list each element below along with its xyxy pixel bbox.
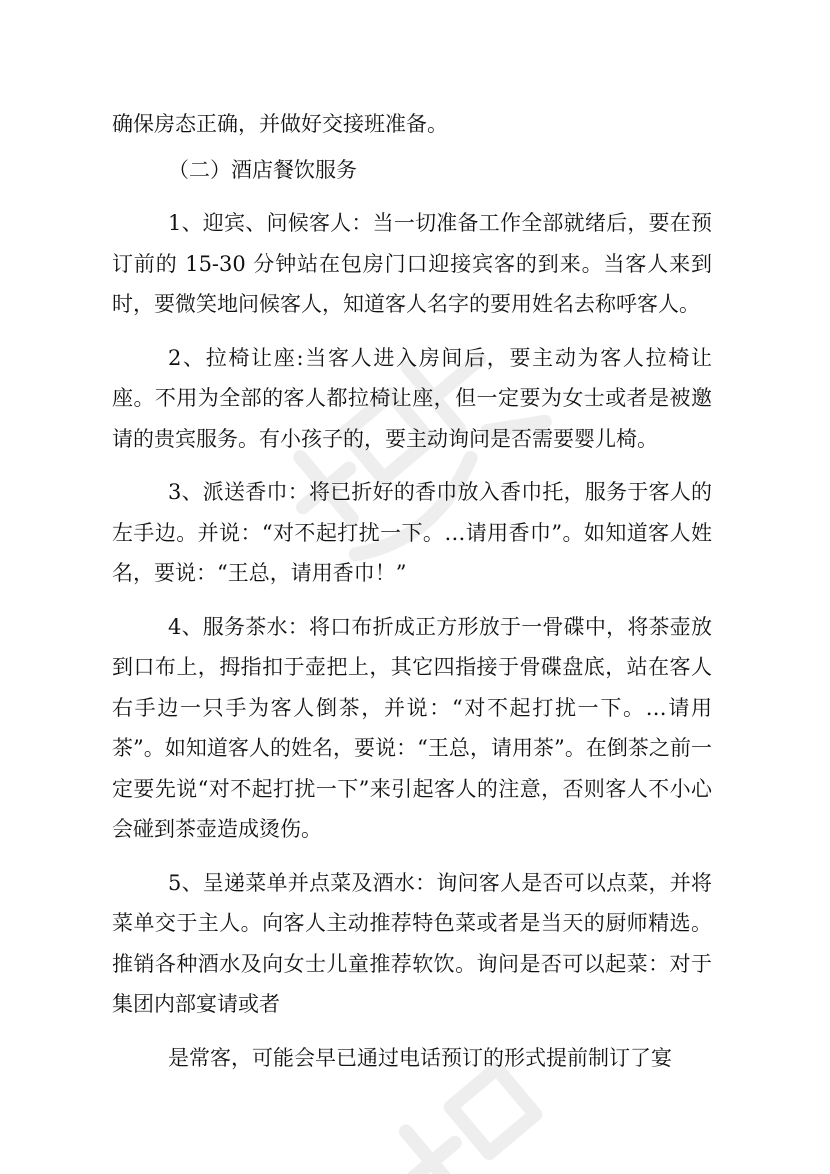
paragraph-greeting: 1、迎宾、问候客人：当一切准备工作全部就绪后，要在预订前的 15-30 分钟站在包房门口迎接宾客的到来。当客人来到时，要微笑地问候客人，知道客人名字的要用姓名去称呼客人。: [112, 211, 712, 316]
paragraph-tea: 4、服务茶水：将口布折成正方形放于一骨碟中，将茶壶放到口布上，拇指扣于壶把上，其它四指接于骨碟盘底，站在客人右手边一只手为客人倒茶，并说：“对不起打扰一下。…请用茶”。如知道客人的姓名，要说：“王总，请用茶”。在倒茶之前一定要先说“对不起打扰一下”来引起客人的注意，否则客人不小心会碰到茶壶造成烫伤。: [112, 614, 712, 841]
paragraph-menu: 5、呈递菜单并点菜及酒水：询问客人是否可以点菜，并将菜单交于主人。向客人主动推荐特色菜或者是当天的厨师精选。推销各种酒水及向女士儿童推荐软饮。询问是否可以起菜：对于集团内部宴请或者: [112, 870, 712, 1016]
paragraph-seating: 2、拉椅让座:当客人进入房间后，要主动为客人拉椅让座。不用为全部的客人都拉椅让座，但一定要为女士或者是被邀请的贵宾服务。有小孩子的，要主动询问是否需要婴儿椅。: [112, 345, 712, 451]
body-text: [112, 104, 712, 1078]
paragraph-regular-guest: 是常客，可能会早已通过电话预订的形式提前制订了宴: [168, 1045, 672, 1070]
paragraph-towel: 3、派送香巾：将已折好的香巾放入香巾托，服务于客人的左手边。并说：“对不起打扰一下。…请用香巾”。如知道客人姓名，要说：“王总，请用香巾！”: [112, 480, 712, 585]
paragraph-continuation: 确保房态正确，并做好交接班准备。: [112, 112, 448, 136]
section-heading: （二）酒店餐饮服务: [168, 157, 357, 182]
